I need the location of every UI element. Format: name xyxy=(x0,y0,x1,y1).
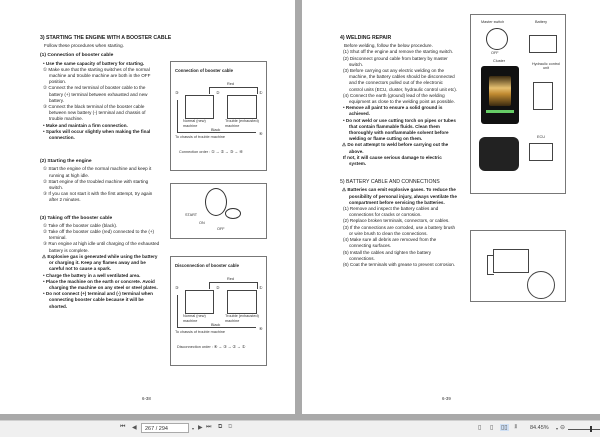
connection-order: Connection order : ① → ② → ③ → ④ xyxy=(179,150,243,154)
marker: ④ xyxy=(259,132,263,136)
first-page-button[interactable]: ⏮ xyxy=(120,424,126,430)
red-label: Red xyxy=(227,82,234,86)
go-back-view-icon[interactable]: ⧉ xyxy=(218,424,223,430)
section-title: 3) STARTING THE ENGINE WITH A BOOSTER CABLE xyxy=(40,35,172,41)
list-item: (2) Disconnect ground cable from battery by master switch. xyxy=(343,55,448,67)
battery-label: Battery xyxy=(535,20,548,24)
marker: ② xyxy=(216,91,220,95)
normal-machine-label: Normal (new) machine xyxy=(183,119,206,128)
warning-text: ⚠ Explosive gas is generated while using the battery or charging it. Keep any flames away and be careful not to cause a spark. xyxy=(42,253,158,272)
zoom-slider-thumb[interactable] xyxy=(590,426,592,432)
figure-title: Disconnection of booster cable xyxy=(175,263,239,268)
disconnection-order: Disconnection order : ④ → ③ → ② → ① xyxy=(177,345,246,349)
list-item: (5) Install the cables and tighten the battery connections. xyxy=(343,249,432,261)
page-number: 6-38 xyxy=(142,396,151,401)
marker: ③ xyxy=(175,286,179,290)
page-dropdown-icon[interactable]: ▾ xyxy=(192,426,195,431)
bullet: • Do not weld or use cutting torch on pipes or tubes that contain flammable fluids. Clean them thoroughly with nonflammable solvent before welding or flame cutting on them. xyxy=(343,117,456,142)
welding-components-diagram xyxy=(470,14,566,194)
marker: ③ xyxy=(175,91,179,95)
trouble-machine-label: Trouble (exhausted) machine xyxy=(225,119,259,128)
subsection-title: (3) Taking off the booster cable xyxy=(40,215,113,221)
status-bar xyxy=(0,420,600,437)
off-label: OFF xyxy=(491,51,499,55)
engine-icon xyxy=(479,137,519,171)
black-label: Black xyxy=(211,128,221,132)
marker: ① xyxy=(259,91,263,95)
right-text-column xyxy=(340,35,458,268)
zoom-out-button[interactable]: ⊖ xyxy=(560,425,566,431)
two-page-view-icon[interactable]: ▯▯ xyxy=(501,425,508,431)
cluster-label: Cluster xyxy=(493,59,506,63)
trouble-machine-label: Trouble (exhausted) machine xyxy=(225,314,259,323)
list-item: ② Take off the booster cable (red) connected to the (+) terminal. xyxy=(43,229,155,241)
on-label: ON xyxy=(199,221,205,225)
previous-page-button[interactable]: ◀ xyxy=(132,425,137,431)
zoom-slider[interactable] xyxy=(568,429,600,430)
off-label: OFF xyxy=(217,227,225,231)
warning-text: ⚠ Batteries can emit explosive gases. To reduce the possibility of personal injury, always ventilate the compartment before servicing the batteries. xyxy=(342,187,457,205)
master-switch-label: Master switch xyxy=(481,20,505,24)
list-item: ③ Run engine at high idle until charging of the exhausted battery is complete. xyxy=(43,241,160,253)
chassis-label: To chassis of trouble machine xyxy=(175,330,226,334)
black-label: Black xyxy=(211,323,221,327)
zoom-dropdown-icon[interactable]: ▾ xyxy=(556,426,559,431)
figure-title: Connection of booster cable xyxy=(175,68,234,73)
bullet: • Charge the battery in a well ventilated area. xyxy=(43,272,141,278)
page-number-input[interactable]: 267 / 294 xyxy=(141,423,189,433)
master-switch-icon xyxy=(486,28,508,50)
starting-switch-diagram xyxy=(170,183,267,239)
disconnection-diagram xyxy=(170,256,267,366)
red-label: Red xyxy=(227,277,234,281)
list-item: (6) Coat the terminals with grease to prevent corrosion. xyxy=(343,261,456,267)
warning-text: If not, it will cause serious damage to electric system. xyxy=(343,154,442,167)
list-item: ② Connect the red terminal of booster cable to the battery (+) terminal between exhausted and new battery. xyxy=(43,85,148,103)
normal-machine-label: Normal (new) machine xyxy=(183,314,206,323)
list-item: ② Start engine of the troubled machine with starting switch. xyxy=(43,178,149,191)
battery-icon xyxy=(493,249,529,273)
ecu-icon xyxy=(529,143,553,161)
hydraulic-control-unit-icon xyxy=(533,82,553,110)
list-item: (3) If the connections are corroded, use a battery brush or wire brush to clean the connections. xyxy=(343,224,456,236)
list-item: (3) Before carrying out any electric welding on the machine, the battery cables should be disconnected and the connectors pulled out of the electronic control units (ECU, cluster, hydraulic control unit etc). xyxy=(343,68,457,92)
chassis-label: To chassis of trouble machine xyxy=(175,135,226,139)
list-item: (1) Remove and inspect the battery cables and connections for cracks or corrosion. xyxy=(343,206,439,218)
bullet: • Make and maintain a firm connection. xyxy=(43,122,128,128)
page-number: 6-39 xyxy=(442,396,451,401)
intro-text: Follow these procedures when starting. xyxy=(44,43,124,49)
list-item: (4) Make sure all debris are removed from the connecting surfaces. xyxy=(343,237,437,249)
cable xyxy=(487,255,494,275)
battery-cable-diagram xyxy=(470,230,566,302)
key-icon xyxy=(225,208,241,219)
section-title: 4) WELDING REPAIR xyxy=(340,35,392,41)
terminal-detail-icon xyxy=(527,271,555,299)
battery-icon xyxy=(529,35,557,53)
bullet: • Place the machine on the earth or concrete. Avoid charging the machine on any steel or steel plates. xyxy=(43,278,158,290)
bullet: • Remove all paint to ensure a solid ground is achieved. xyxy=(343,105,443,117)
hydraulic-control-label: Hydraulic control unit xyxy=(531,62,561,71)
left-text-column xyxy=(40,35,172,310)
marker: ④ xyxy=(259,327,263,331)
list-item: ① Take off the booster cable (black). xyxy=(43,222,118,228)
next-page-button[interactable]: ▶ xyxy=(198,425,203,431)
black-cable xyxy=(177,295,256,328)
list-item: ③ Connect the black terminal of the booster cable between new battery (-) terminal and chassis of trouble machine. xyxy=(43,104,146,122)
list-item: ① Make sure that the starting switches of the normal machine and trouble machine are both in the OFF position. xyxy=(43,66,151,85)
marker: ① xyxy=(259,286,263,290)
black-cable xyxy=(177,100,256,133)
list-item: (4) Connect the earth (ground) lead of the welding equipment as close to the welding point as possible. xyxy=(343,92,455,105)
continuous-view-icon[interactable]: ▯ xyxy=(490,425,494,431)
list-item: (2) Replace broken terminals, connectors, or cables. xyxy=(343,218,450,224)
cluster-display-icon xyxy=(481,66,519,124)
page-6-38 xyxy=(0,0,295,414)
intro-text: Before welding, follow the below procedure. xyxy=(344,43,433,49)
warning-text: ⚠ Do not attempt to weld before carrying out the above. xyxy=(342,142,449,154)
bullet: • Use the same capacity of battery for starting. xyxy=(43,60,145,66)
zoom-level[interactable]: 84.45% xyxy=(530,425,549,431)
marker: ② xyxy=(216,286,220,290)
single-page-view-icon[interactable]: ▯ xyxy=(478,425,482,431)
start-label: START xyxy=(185,213,198,217)
connection-diagram xyxy=(170,61,267,171)
bullet: • Sparks will occur slightly when making the final connection. xyxy=(43,128,151,141)
subsection-title: (2) Starting the engine xyxy=(40,159,92,165)
subsection-title: (1) Connection of booster cable xyxy=(40,53,114,59)
list-item: ① Start the engine of the normal machine and keep it running at high idle. xyxy=(43,166,152,178)
ecu-label: ECU xyxy=(537,135,546,139)
two-page-continuous-view-icon[interactable]: ⫫ xyxy=(514,424,518,430)
go-forward-view-icon[interactable]: ⧉ xyxy=(228,424,233,430)
list-item: (1) Shut off the engine and remove the starting switch. xyxy=(343,49,454,55)
last-page-button[interactable]: ⏭ xyxy=(206,424,212,430)
key-switch-icon xyxy=(205,188,227,216)
bullet: • Do not connect (+) terminal and (-) terminal when connecting booster cable because it will be shorted. xyxy=(43,291,153,309)
section-title: 5) BATTERY CABLE AND CONNECTIONS xyxy=(340,179,440,186)
list-item: ③ If you can not start it with the first attempt, try again after 2 minutes. xyxy=(43,191,153,203)
page-6-39 xyxy=(302,0,600,414)
